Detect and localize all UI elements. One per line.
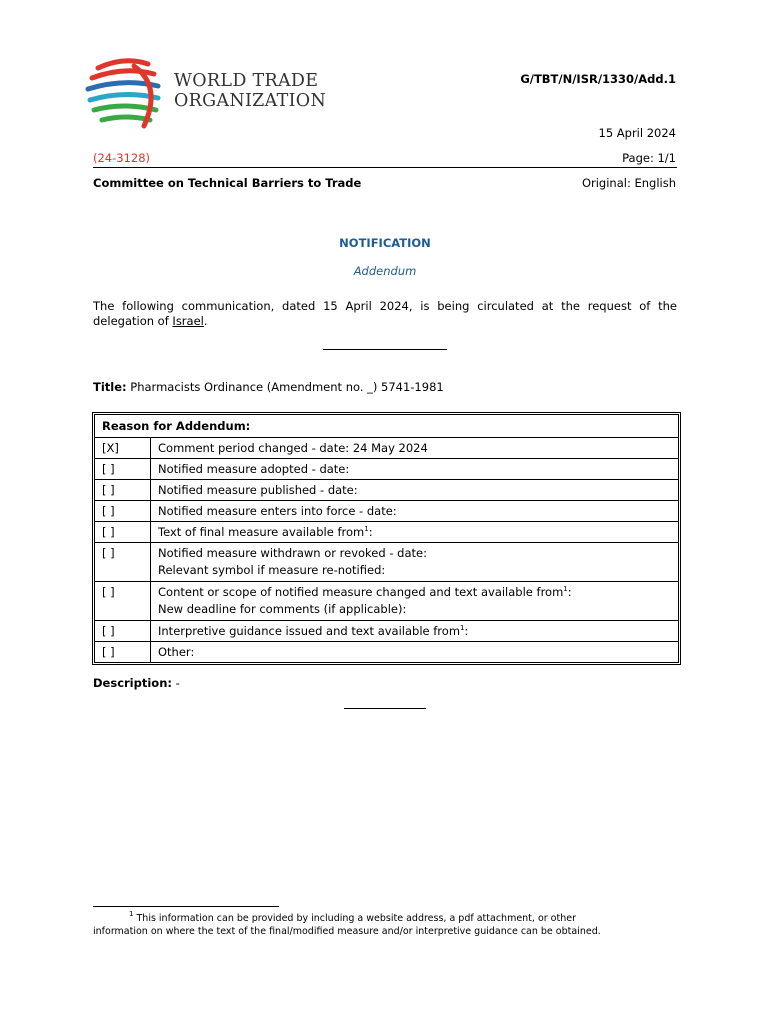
row-checkbox: [ ] bbox=[95, 480, 151, 500]
row-text-main: Interpretive guidance issued and text available from bbox=[158, 624, 461, 638]
section-separator bbox=[323, 349, 447, 350]
row-text bbox=[151, 522, 678, 542]
row-checkbox: [ ] bbox=[95, 621, 151, 641]
wto-logo-icon bbox=[84, 56, 166, 130]
original-language: Original: English bbox=[581, 176, 676, 190]
row-text: Notified measure adopted - date: bbox=[158, 462, 350, 476]
footnote-divider bbox=[93, 906, 279, 907]
table-row bbox=[95, 438, 678, 459]
footnote-line2: information on where the text of the final/modified measure and/or interpretive guidance can be obtained. bbox=[93, 926, 601, 937]
table-row bbox=[95, 501, 678, 522]
table-row bbox=[95, 642, 678, 662]
row-checkbox: [ ] bbox=[95, 543, 151, 581]
footnote-ref: 1 bbox=[364, 525, 369, 533]
wto-logo bbox=[84, 56, 334, 130]
row-checkbox: [ ] bbox=[95, 459, 151, 479]
table-row bbox=[95, 522, 678, 543]
end-separator bbox=[344, 708, 426, 709]
row-text-main: Text of final measure available from bbox=[158, 525, 365, 539]
footnote-text1: This information can be provided by including a website address, a pdf attachment, or other bbox=[133, 913, 576, 924]
row-text-line2: New deadline for comments (if applicable): bbox=[158, 602, 407, 616]
page-number: Page: 1/1 bbox=[622, 151, 676, 165]
footnote-line1 bbox=[93, 912, 677, 925]
notification-heading: NOTIFICATION bbox=[339, 236, 431, 250]
intro-paragraph bbox=[93, 299, 677, 329]
row-text: Other: bbox=[158, 645, 195, 659]
row-text: Notified measure enters into force - date: bbox=[158, 504, 397, 518]
row-text-line2: Relevant symbol if measure re-notified: bbox=[158, 563, 386, 577]
row-text: Comment period changed - date: 24 May 2024 bbox=[158, 441, 428, 455]
intro-country: Israel bbox=[172, 314, 204, 328]
intro-line2-prefix: delegation of bbox=[93, 314, 173, 328]
notification-subheading: Addendum bbox=[353, 264, 417, 278]
table-row bbox=[95, 621, 678, 642]
document-reference: (24-3128) bbox=[93, 151, 151, 165]
title-line bbox=[93, 380, 444, 394]
title-value: Pharmacists Ordinance (Amendment no. _) 5741-1981 bbox=[126, 380, 444, 394]
committee-name: Committee on Technical Barriers to Trade bbox=[93, 176, 362, 190]
row-text-colon: : bbox=[567, 585, 572, 599]
row-text-colon: : bbox=[368, 525, 373, 539]
wto-wordmark bbox=[174, 71, 326, 111]
wordmark-line2: ORGANIZATION bbox=[174, 91, 327, 111]
intro-line2-suffix: . bbox=[203, 314, 208, 328]
table-row bbox=[95, 582, 678, 621]
table-row bbox=[95, 459, 678, 480]
description-value: - bbox=[171, 676, 180, 690]
reason-table-header: Reason for Addendum: bbox=[95, 415, 678, 438]
row-text-line1 bbox=[158, 584, 678, 601]
row-text bbox=[151, 543, 678, 581]
row-text-main: Content or scope of notified measure changed and text available from bbox=[158, 585, 564, 599]
row-checkbox: [ ] bbox=[95, 522, 151, 542]
table-row bbox=[95, 543, 678, 582]
footnote-ref: 1 bbox=[563, 585, 568, 593]
row-checkbox: [ ] bbox=[95, 501, 151, 521]
document-symbol: G/TBT/N/ISR/1330/Add.1 bbox=[520, 72, 676, 86]
description-label: Description: bbox=[93, 676, 172, 690]
table-row bbox=[95, 480, 678, 501]
intro-line1: The following communication, dated 15 April 2024, is being circulated at the request of the bbox=[93, 299, 677, 313]
wordmark-line1: WORLD TRADE bbox=[174, 71, 319, 91]
footnote bbox=[93, 912, 677, 938]
header-divider bbox=[93, 167, 677, 168]
footnote-ref: 1 bbox=[460, 624, 465, 632]
title-label: Title: bbox=[93, 380, 127, 394]
footnote-marker: 1 bbox=[129, 910, 134, 918]
row-checkbox: [ ] bbox=[95, 642, 151, 662]
row-checkbox: [X] bbox=[95, 438, 151, 458]
description-line bbox=[93, 676, 180, 690]
row-text bbox=[151, 621, 678, 641]
reason-table bbox=[92, 412, 681, 665]
row-text: Notified measure published - date: bbox=[158, 483, 358, 497]
row-text-line1: Notified measure withdrawn or revoked - date: bbox=[158, 546, 427, 560]
row-text-colon: : bbox=[464, 624, 469, 638]
document-date: 15 April 2024 bbox=[598, 126, 676, 140]
row-text bbox=[151, 582, 678, 620]
row-checkbox: [ ] bbox=[95, 582, 151, 620]
